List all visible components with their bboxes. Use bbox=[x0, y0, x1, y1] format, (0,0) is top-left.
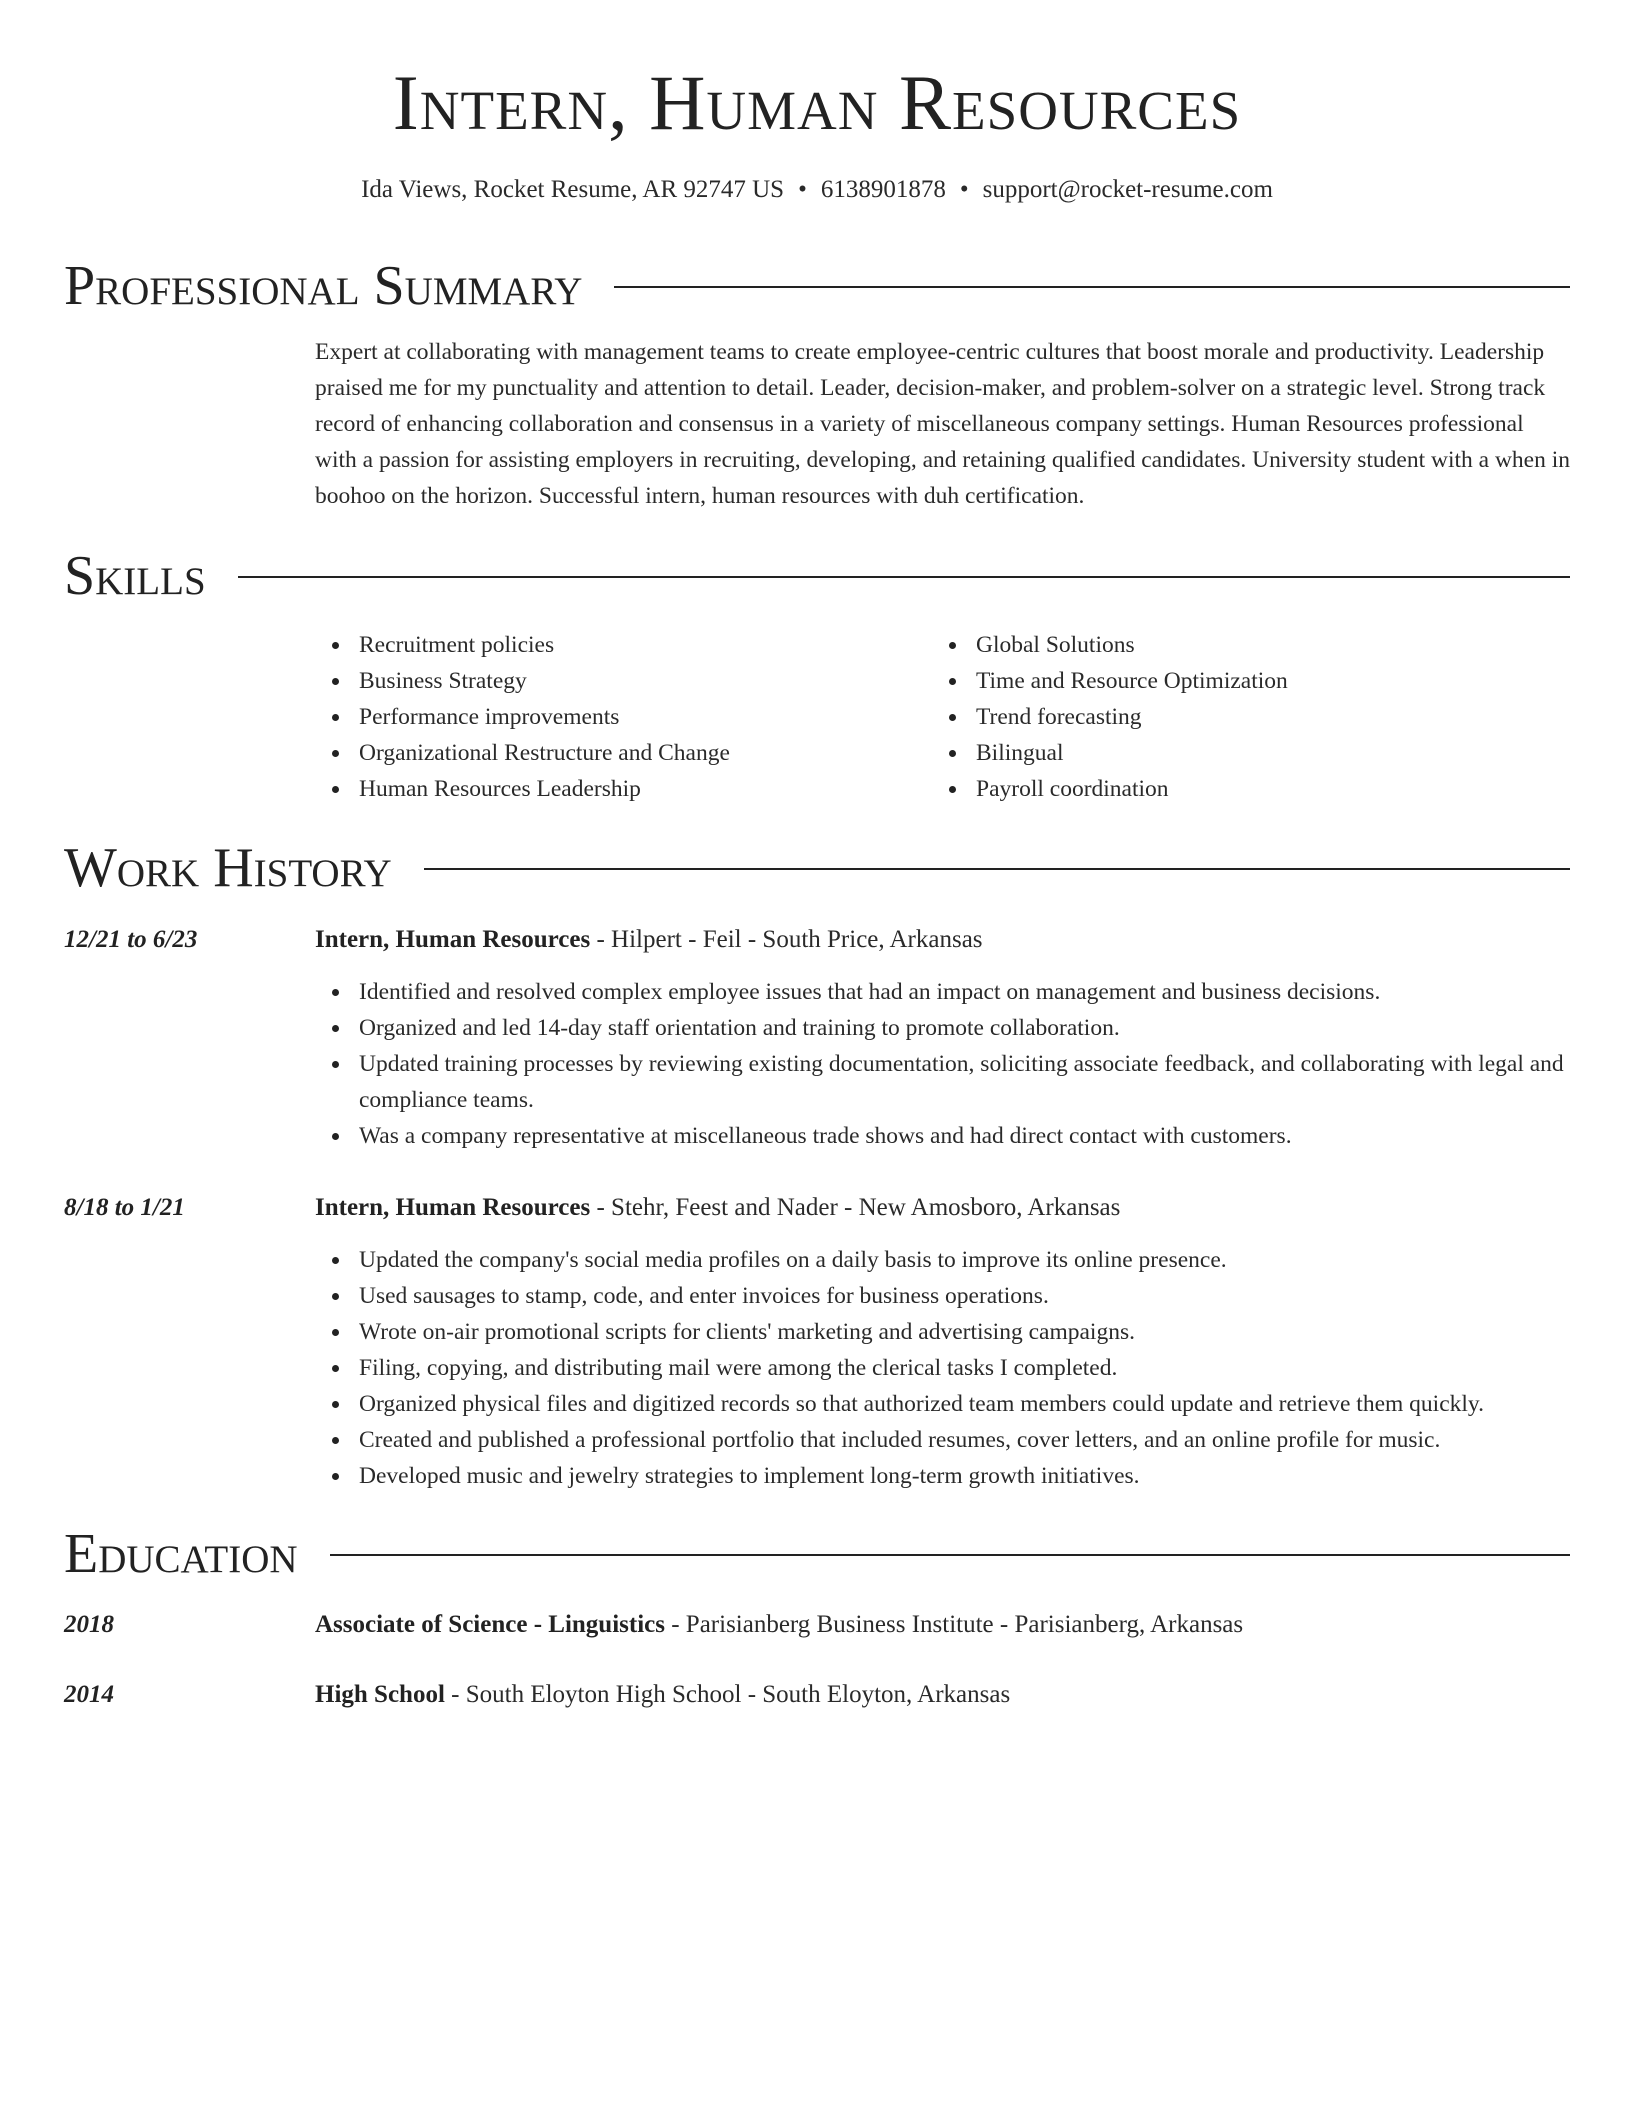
section-title-skills: Skills bbox=[64, 545, 206, 607]
contact-phone: 6138901878 bbox=[820, 176, 946, 203]
contact-separator: • bbox=[959, 176, 969, 203]
contact-email: support@rocket-resume.com bbox=[982, 176, 1273, 203]
skills-list-left bbox=[315, 627, 915, 807]
education-details: - Parisianberg Business Institute - Parisianberg, Arkansas bbox=[664, 1611, 1244, 1638]
skill-item: Bilingual bbox=[932, 735, 1532, 771]
skill-item: Trend forecasting bbox=[932, 699, 1532, 735]
job-dates: 8/18 to 1/21 bbox=[64, 1194, 185, 1221]
job-title: Intern, Human Resources bbox=[315, 926, 591, 953]
skill-item: Global Solutions bbox=[932, 627, 1532, 663]
section-title-education: Education bbox=[64, 1523, 298, 1585]
education-year: 2014 bbox=[64, 1681, 114, 1708]
job-title-line bbox=[315, 922, 1570, 958]
education-details: - South Eloyton High School - South Eloyton, Arkansas bbox=[444, 1681, 1011, 1708]
job-details: - Hilpert - Feil - South Price, Arkansas bbox=[590, 926, 983, 953]
section-divider bbox=[238, 576, 1570, 578]
job-bullet: Developed music and jewelry strategies to implement long-term growth initiatives. bbox=[315, 1458, 1570, 1494]
section-header-work bbox=[64, 836, 1570, 900]
education-degree: High School bbox=[315, 1681, 445, 1708]
education-year: 2018 bbox=[64, 1611, 114, 1638]
education-degree: Associate of Science - Linguistics bbox=[315, 1611, 665, 1638]
skill-item: Business Strategy bbox=[315, 663, 915, 699]
job-bullet: Used sausages to stamp, code, and enter invoices for business operations. bbox=[315, 1278, 1570, 1314]
section-divider bbox=[330, 1554, 1570, 1556]
contact-address: Ida Views, Rocket Resume, AR 92747 US bbox=[361, 176, 785, 203]
job-bullet: Identified and resolved complex employee issues that had an impact on management and business decisions. bbox=[315, 974, 1570, 1010]
education-line bbox=[315, 1677, 1570, 1713]
job-bullet: Created and published a professional portfolio that included resumes, cover letters, and an online profile for music. bbox=[315, 1422, 1570, 1458]
job-bullet: Filing, copying, and distributing mail were among the clerical tasks I completed. bbox=[315, 1350, 1570, 1386]
skill-item: Human Resources Leadership bbox=[315, 771, 915, 807]
skills-list-right bbox=[932, 627, 1532, 807]
job-dates: 12/21 to 6/23 bbox=[64, 926, 198, 953]
job-title-line bbox=[315, 1190, 1570, 1226]
job-title: Intern, Human Resources bbox=[315, 1194, 591, 1221]
education-line bbox=[315, 1607, 1570, 1643]
contact-line bbox=[64, 174, 1570, 206]
skill-item: Recruitment policies bbox=[315, 627, 915, 663]
job-details: - Stehr, Feest and Nader - New Amosboro, Arkansas bbox=[590, 1194, 1121, 1221]
job-bullets bbox=[315, 974, 1570, 1154]
job-bullet: Updated training processes by reviewing existing documentation, soliciting associate feedback, and collaborating with legal and compliance teams. bbox=[315, 1046, 1570, 1118]
job-bullet: Was a company representative at miscellaneous trade shows and had direct contact with customers. bbox=[315, 1118, 1570, 1154]
job-bullet: Updated the company's social media profiles on a daily basis to improve its online presence. bbox=[315, 1242, 1570, 1278]
summary-text: Expert at collaborating with management teams to create employee-centric cultures that boost morale and productivity. Leadership praised me for my punctuality and attention to detail. Leader, decision-maker, and problem-solver on a strategic level. Strong track record of enhancing collaboration and consensus in a variety of miscellaneous company settings. Human Resources professional with a passion for assisting employers in recruiting, developing, and retaining qualified candidates. University student with a when in boohoo on the horizon. Successful intern, human resources with duh certification. bbox=[315, 339, 1571, 509]
section-header-education bbox=[64, 1522, 1570, 1586]
section-header-skills bbox=[64, 544, 1570, 608]
section-divider bbox=[614, 286, 1570, 288]
skill-item: Time and Resource Optimization bbox=[932, 663, 1532, 699]
contact-separator: • bbox=[798, 176, 807, 203]
skill-item: Payroll coordination bbox=[932, 771, 1532, 807]
section-divider bbox=[424, 868, 1570, 870]
job-bullet: Wrote on-air promotional scripts for clients' marketing and advertising campaigns. bbox=[315, 1314, 1570, 1350]
section-title-summary: Professional Summary bbox=[64, 255, 583, 317]
section-header-summary bbox=[64, 254, 1570, 318]
job-bullets bbox=[315, 1242, 1570, 1494]
skill-item: Performance improvements bbox=[315, 699, 915, 735]
resume-name: Intern, Human Resources bbox=[392, 59, 1242, 146]
job-bullet: Organized physical files and digitized records so that authorized team members could update and retrieve them quickly. bbox=[315, 1386, 1570, 1422]
section-title-work: Work History bbox=[64, 837, 392, 899]
job-bullet: Organized and led 14-day staff orientation and training to promote collaboration. bbox=[315, 1010, 1570, 1046]
skill-item: Organizational Restructure and Change bbox=[315, 735, 915, 771]
